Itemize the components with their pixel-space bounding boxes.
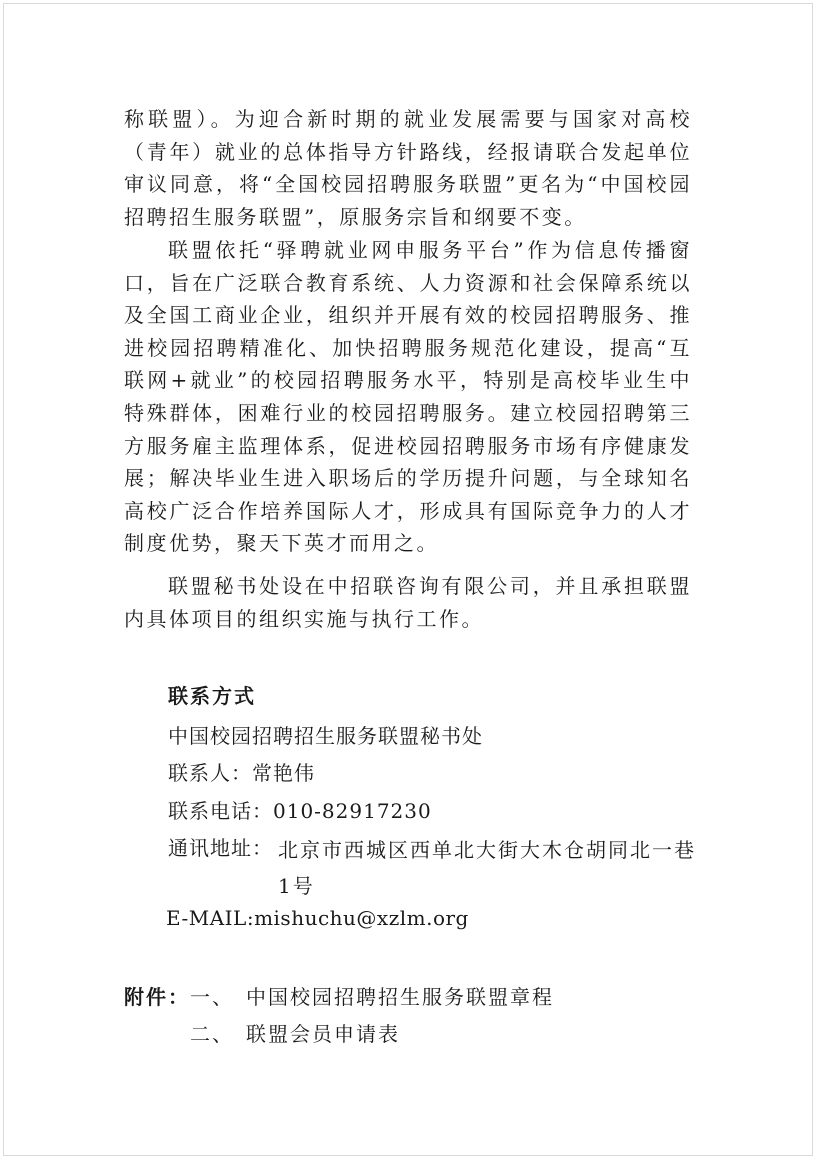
paragraph-rename: 称联盟）。为迎合新时期的就业发展需要与国家对高校（青年）就业的总体指导方针路线，经报请联合发起单位审议同意，将“全国校园招聘服务联盟”更名为“中国校园招聘招生服务联盟”，原服务宗旨和纲要不变。: [124, 107, 692, 229]
contact-address-label: 通讯地址：: [168, 836, 273, 860]
contact-email: E-MAIL:mishuchu@xzlm.org: [166, 906, 469, 930]
attachment-label: 附件：: [124, 985, 190, 1009]
attachment-number: 一、: [190, 985, 234, 1009]
contact-address-value: 北京市西城区西单北大街大木仓胡同北一巷1号: [278, 838, 696, 898]
contact-phone: 联系电话：010-82917230: [168, 799, 432, 823]
attachment-row-1: [124, 981, 554, 1010]
contact-person: 联系人：常艳伟: [168, 761, 315, 785]
contact-heading: 联系方式: [168, 684, 256, 708]
paragraph-platform: 联盟依托“驿聘就业网申服务平台”作为信息传播窗口，旨在广泛联合教育系统、人力资源和社会保障系统以及全国工商业企业，组织并开展有效的校园招聘服务、推进校园招聘精准化、加快招聘服务规范化建设，提高“互联网+就业”的校园招聘服务水平，特别是高校毕业生中特殊群体，困难行业的校园招聘服务。建立校园招聘第三方服务雇主监理体系，促进校园招聘服务市场有序健康发展；解决毕业生进入职场后的学历提升问题，与全球知名高校广泛合作培养国际人才，形成具有国际竞争力的人才制度优势，聚天下英才而用之。: [124, 238, 692, 556]
attachment-number: 二、: [190, 1022, 234, 1046]
attachment-title: 联盟会员申请表: [246, 1022, 400, 1046]
attachment-row-2: [124, 1018, 400, 1047]
contact-org: 中国校园招聘招生服务联盟秘书处: [168, 724, 483, 748]
paragraph-secretariat: 联盟秘书处设在中招联咨询有限公司，并且承担联盟内具体项目的组织实施与执行工作。: [124, 574, 692, 631]
attachment-title: 中国校园招聘招生服务联盟章程: [246, 985, 554, 1009]
